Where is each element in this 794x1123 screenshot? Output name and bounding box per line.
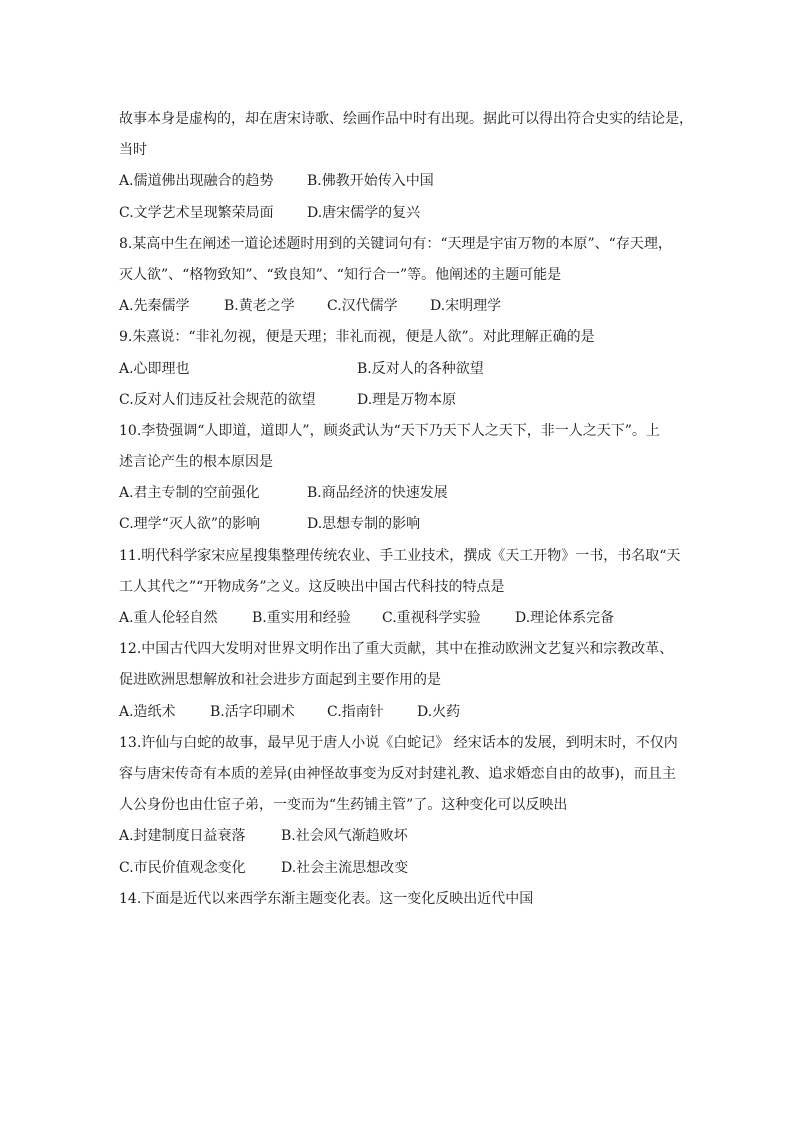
q7-options-row-2 <box>119 198 679 229</box>
q12-stem-line-2: 促进欧洲思想解放和社会进步方面起到主要作用的是 <box>119 672 441 689</box>
q9-options-row-1 <box>119 354 679 385</box>
q12-option-b: B.活字印刷术 <box>210 703 295 720</box>
q9-option-c: C.反对人们违反社会规范的欲望 <box>119 391 316 408</box>
q11-option-b: B.重实用和经验 <box>252 610 351 626</box>
q7-options-row-1 <box>119 166 679 197</box>
q11-option-a: A.重人伦轻自然 <box>119 610 218 626</box>
q10-option-b: B.商品经济的快速发展 <box>307 485 448 502</box>
q12-option-d: D.火药 <box>417 703 461 720</box>
q10-options-row-1 <box>119 478 679 509</box>
q7-stem-line-2: 当时 <box>119 142 147 159</box>
q10-stem-line-2: 述言论产生的根本原因是 <box>119 454 273 471</box>
q8-options-row <box>119 291 679 322</box>
q13-stem-line-3: 人公身份也由仕宦子弟，一变而为“生药铺主管”了。这种变化可以反映出 <box>119 797 568 814</box>
q11-option-c: C.重视科学实验 <box>382 610 481 626</box>
q8-option-a: A.先秦儒学 <box>119 298 190 315</box>
q9-option-b: B.反对人的各种欲望 <box>357 360 484 377</box>
q12-option-a: A.造纸术 <box>119 703 176 720</box>
q8-stem-line-1: 8.某高中生在阐述一道论述题时用到的关键词句有：“天理是宇宙万物的本原”、“存天理， <box>119 235 672 252</box>
q9-option-d: D.理是万物本原 <box>357 391 457 408</box>
q10-option-a: A.君主专制的空前强化 <box>119 485 260 502</box>
q9-option-a: A.心即理也 <box>119 360 190 377</box>
q9-options-row-2 <box>119 385 679 416</box>
q12-option-c: C.指南针 <box>327 703 384 720</box>
q13-stem-line-1: 13.许仙与白蛇的故事，最早见于唐人小说《白蛇记》 经宋话本的发展，到明末时，不仅内 <box>119 734 678 751</box>
q8-stem-line-2: 灭人欲”、“格物致知”、“致良知”、“知行合一”等。他阐述的主题可能是 <box>119 266 562 283</box>
q7-option-a: A.儒道佛出现融合的趋势 <box>119 173 274 190</box>
q9-stem-line-1: 9.朱熹说：“非礼勿视，便是天理；非礼而视，便是人欲”。对此理解正确的是 <box>119 329 595 346</box>
q13-option-d: D.社会主流思想改变 <box>281 859 409 876</box>
q11-option-d: D.理论体系完备 <box>515 610 615 626</box>
q12-stem-line-1: 12.中国古代四大发明对世界文明作出了重大贡献，其中在推动欧洲文艺复兴和宗教改革、 <box>119 641 674 658</box>
q13-stem-line-2: 容与唐宋传奇有本质的差异(由神怪故事变为反对封建礼教、追求婚恋自由的故事)，而且主 <box>119 765 676 782</box>
q10-stem-line-1: 10.李贽强调“人即道，道即人”，顾炎武认为“天下乃天下人之天下，非一人之天下”。上 <box>119 422 660 439</box>
q8-option-c: C.汉代儒学 <box>327 298 398 315</box>
q8-option-d: D.宋明理学 <box>430 298 502 315</box>
q7-stem-line-1: 故事本身是虚构的，却在唐宋诗歌、绘画作品中时有出现。据此可以得出符合史实的结论是， <box>119 111 693 127</box>
q13-options-row-2 <box>119 853 679 884</box>
q12-options-row <box>119 697 679 728</box>
q11-options-row <box>119 603 679 634</box>
q11-stem-line-2: 工人其代之”“开物成务”之义。这反映出中国古代科技的特点是 <box>119 578 505 595</box>
q7-option-b: B.佛教开始传入中国 <box>307 173 434 190</box>
q7-option-d: D.唐宋儒学的复兴 <box>307 204 421 221</box>
q11-stem-line-1: 11.明代科学家宋应星搜集整理传统农业、手工业技术，撰成《天工开物》一书，书名取“天 <box>119 547 681 564</box>
q7-option-c: C.文学艺术呈现繁荣局面 <box>119 204 274 221</box>
q13-options-row-1 <box>119 821 679 852</box>
page-content <box>119 104 693 915</box>
q13-option-a: A.封建制度日益衰落 <box>119 828 246 845</box>
q10-options-row-2 <box>119 509 679 540</box>
q14-stem-line-1: 14.下面是近代以来西学东渐主题变化表。这一变化反映出近代中国 <box>119 890 534 907</box>
q10-option-d: D.思想专制的影响 <box>307 516 421 533</box>
q13-option-b: B.社会风气渐趋败坏 <box>281 828 408 845</box>
q8-option-b: B.黄老之学 <box>224 298 295 315</box>
q10-option-c: C.理学“灭人欲”的影响 <box>119 516 260 533</box>
q13-option-c: C.市民价值观念变化 <box>119 859 246 876</box>
